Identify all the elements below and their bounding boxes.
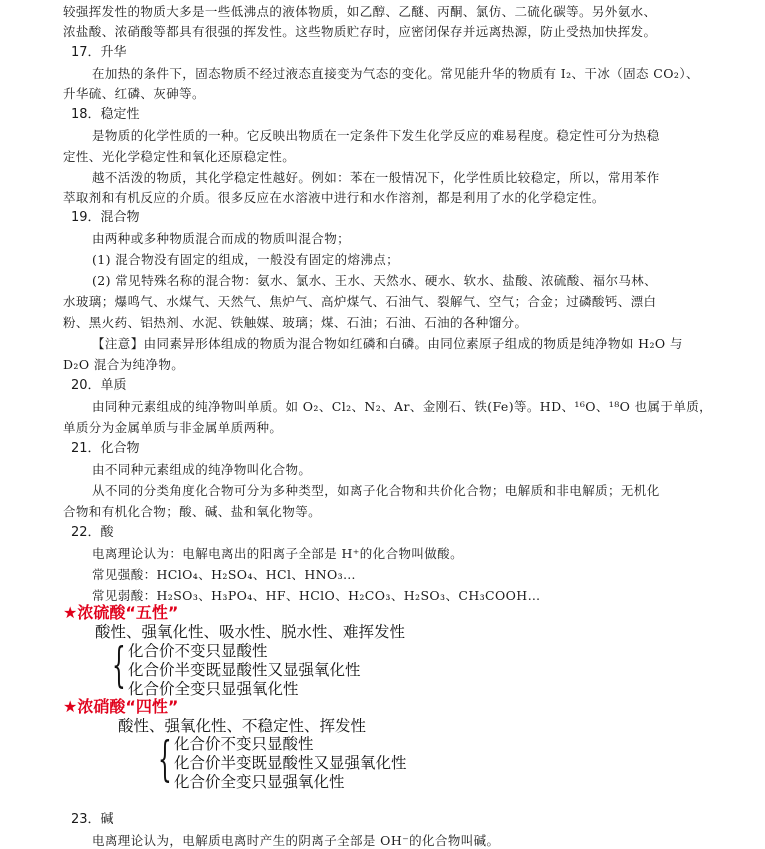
paragraph-line: 合物和有机化合物；酸、碱、盐和氧化物等。 <box>63 504 322 519</box>
section-heading-17: 17．升华 <box>71 45 127 60</box>
paragraph-line: 定性、光化学稳定性和氧化还原稳定性。 <box>63 149 296 164</box>
paragraph-line: 水玻璃；爆鸣气、水煤气、天然气、焦炉气、高炉煤气、石油气、裂解气、空气；合金；过磷酸钙、漂白 <box>63 294 657 309</box>
paragraph-line: 单质分为金属单质与非金属单质两种。 <box>63 420 283 435</box>
paragraph-line: 由同种元素组成的纯净物叫单质。如 O₂、Cl₂、N₂、Ar、金刚石、铁(Fe)等。HD、¹⁶O、¹⁸O 也属于单质， <box>92 399 713 414</box>
section-heading-21: 21．化合物 <box>71 441 140 456</box>
paragraph-line: 由两种或多种物质混合而成的物质叫混合物； <box>92 231 351 246</box>
section-heading-22: 22．酸 <box>71 525 114 540</box>
paragraph-line: 萃取剂和有机反应的介质。很多反应在水溶液中进行和水作溶剂，都是利用了水的化学稳定性。 <box>63 190 605 205</box>
left-brace-icon: { <box>112 637 126 693</box>
paragraph-line: 电离理论认为：电解电离出的阳离子全部是 H⁺的化合物叫做酸。 <box>92 546 463 561</box>
hno3-branch-1: 化合价不变只显酸性 <box>174 735 314 753</box>
section-heading-23: 23．碱 <box>71 812 114 827</box>
paragraph-line: 常见强酸：HClO₄、H₂SO₄、HCl、HNO₃… <box>92 567 356 582</box>
section-heading-18: 18．稳定性 <box>71 107 140 122</box>
paragraph-line: 常见弱酸：H₂SO₃、H₃PO₄、HF、HClO、H₂CO₃、H₂SO₃、CH₃COOH… <box>92 588 541 603</box>
paragraph-line: 是物质的化学性质的一种。它反映出物质在一定条件下发生化学反应的难易程度。稳定性可分为热稳 <box>92 128 660 143</box>
section-heading-19: 19．混合物 <box>71 210 140 225</box>
paragraph-line: 较强挥发性的物质大多是一些低沸点的液体物质，如乙醇、乙醚、丙酮、氯仿、二硫化碳等。另外氨水、 <box>63 4 657 19</box>
paragraph-line: 升华硫、红磷、灰砷等。 <box>63 86 205 101</box>
h2so4-branch-2: 化合价半变既显酸性又显强氧化性 <box>128 661 361 679</box>
paragraph-line: 粉、黑火药、铝热剂、水泥、铁触媒、玻璃；煤、石油；石油、石油的各种馏分。 <box>63 315 528 330</box>
paragraph-line: D₂O 混合为纯净物。 <box>63 357 185 372</box>
section-heading-20: 20．单质 <box>71 378 127 393</box>
note-line: 【注意】由同素异形体组成的物质为混合物如红磷和白磷。由同位素原子组成的物质是纯净物如 H₂O 与 <box>92 336 683 351</box>
paragraph-line: 在加热的条件下，固态物质不经过液态直接变为气态的变化。常见能升华的物质有 I₂、干冰（固态 CO₂）、 <box>92 66 699 81</box>
hno3-branch-2: 化合价半变既显酸性又显强氧化性 <box>174 754 407 772</box>
h2so4-properties: 酸性、强氧化性、吸水性、脱水性、难挥发性 <box>95 623 406 641</box>
paragraph-line: 由不同种元素组成的纯净物叫化合物。 <box>92 462 312 477</box>
hno3-properties: 酸性、强氧化性、不稳定性、挥发性 <box>118 717 367 735</box>
paragraph-line: (2) 常见特殊名称的混合物：氨水、氯水、王水、天然水、硬水、软水、盐酸、浓硫酸、福尔马林、 <box>92 273 658 288</box>
paragraph-line: (1) 混合物没有固定的组成，一般没有固定的熔沸点； <box>92 252 400 267</box>
hno3-branch-3: 化合价全变只显强氧化性 <box>174 773 345 791</box>
hno3-title: ★浓硝酸“四性” <box>63 697 179 716</box>
left-brace-icon: { <box>158 731 172 787</box>
h2so4-title: ★浓硫酸“五性” <box>63 603 179 622</box>
paragraph-line: 电离理论认为，电解质电离时产生的阴离子全部是 OH⁻的化合物叫碱。 <box>92 833 500 848</box>
paragraph-line: 越不活泼的物质，其化学稳定性越好。例如：苯在一般情况下，化学性质比较稳定，所以，常用苯作 <box>92 170 660 185</box>
h2so4-branch-1: 化合价不变只显酸性 <box>128 642 268 660</box>
h2so4-branch-3: 化合价全变只显强氧化性 <box>128 680 299 698</box>
paragraph-line: 浓盐酸、浓硝酸等都具有很强的挥发性。这些物质贮存时，应密闭保存并远离热源，防止受热加快挥发。 <box>63 24 657 39</box>
paragraph-line: 从不同的分类角度化合物可分为多种类型，如离子化合物和共价化合物；电解质和非电解质；无机化 <box>92 483 660 498</box>
